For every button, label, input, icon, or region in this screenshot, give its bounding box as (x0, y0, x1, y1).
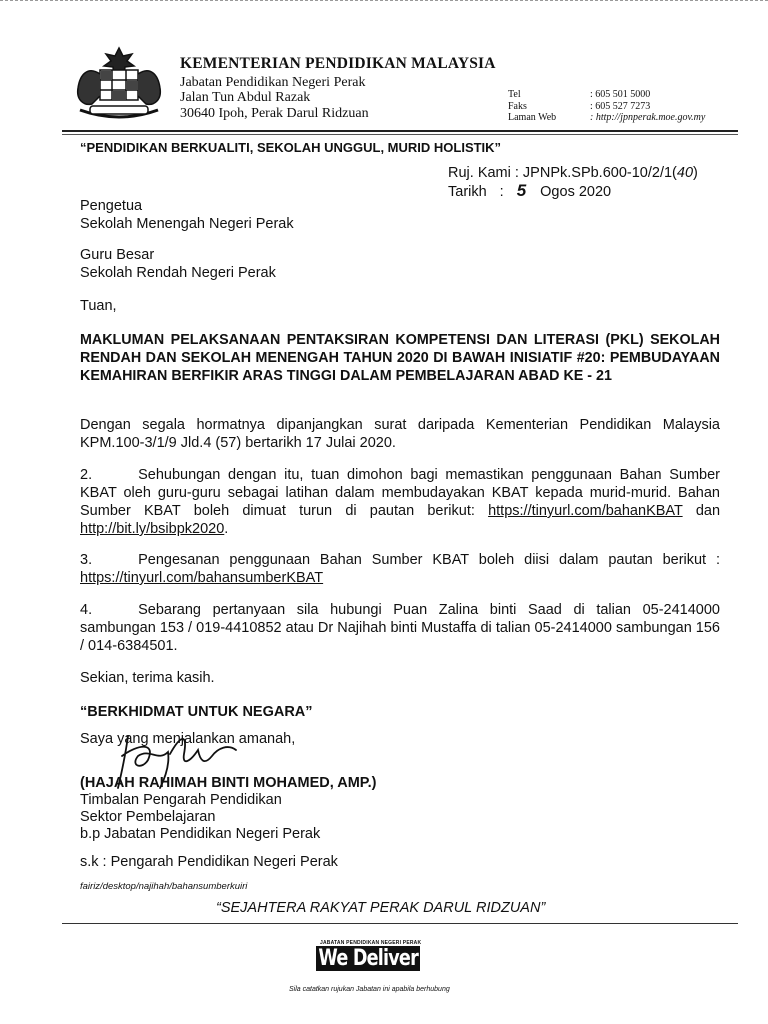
handwritten-ref-number: 40 (676, 165, 694, 181)
footer-note: Sila catatkan rujukan Jabatan ini apabila berhubung (289, 986, 450, 993)
malaysia-crest-logo (70, 44, 168, 124)
contact-fax: Faks : 605 527 7273 (508, 100, 651, 112)
paragraph-3: 3. Pengesanan penggunaan Bahan Sumber KBAT boleh diisi dalam pautan berikut : https://tinyurl.com/bahansumberKBAT (80, 552, 720, 586)
header-rule (62, 130, 738, 132)
dept-name: Jabatan Pendidikan Negeri Perak (180, 75, 366, 90)
contact-web[interactable]: Laman Web : http://jpnperak.moe.gov.my (508, 112, 706, 123)
closing-thanks: Sekian, terima kasih. (80, 670, 215, 686)
state-motto: “SEJAHTERA RAKYAT PERAK DARUL RIDZUAN” (216, 900, 546, 916)
contact-tel: Tel : 605 501 5000 (508, 89, 651, 100)
we-deliver-logo: We Deliver (316, 946, 456, 976)
signer-role-3: b.p Jabatan Pendidikan Negeri Perak (80, 826, 321, 842)
closing-trust: Saya yang menjalankan amanah, (80, 731, 296, 747)
handwritten-day: 5 (516, 181, 527, 200)
paragraph-1: Dengan segala hormatnya dipanjangkan surat daripada Kementerian Pendidikan Malaysia KPM.100-3/1/9 Jld.4 (57) bertarikh 17 Julai 2020. (80, 417, 720, 451)
ministry-motto: “PENDIDIKAN BERKUALITI, SEKOLAH UNGGUL, MURID HOLISTIK” (80, 140, 502, 155)
letter-date: Tarikh : 5 Ogos 2020 (448, 181, 612, 200)
contact-block (508, 89, 705, 124)
copy-to: s.k : Pengarah Pendidikan Negeri Perak (80, 854, 338, 870)
link-bsibpk2020[interactable]: http://bit.ly/bsibpk2020 (80, 521, 225, 537)
letter-subject: MAKLUMAN PELAKSANAAN PENTAKSIRAN KOMPETENSI DAN LITERASI (PKL) SEKOLAH RENDAH DAN SEKOLAH MENENGAH TAHUN 2020 DI BAWAH INISIATIF #20: PEMBUDAYAAN KEMAHIRAN BERFIKIR ARAS TINGGI DALAM PEMBELAJARAN ABAD KE - 21 (80, 332, 720, 384)
closing-slogan: “BERKHIDMAT UNTUK NEGARA” (80, 704, 313, 720)
recipient-2-org: Sekolah Rendah Negeri Perak (80, 265, 276, 281)
paragraph-4: 4. Sebarang pertanyaan sila hubungi Puan Zalina binti Saad di talian 05-2414000 sambungan 153 / 019-4410852 atau Dr Najihah binti Mustaffa di talian 05-2414000 sambungan 156 / 014-6384501. (80, 602, 720, 654)
salutation: Tuan, (80, 298, 117, 314)
address-line-1: Jalan Tun Abdul Razak (180, 90, 311, 105)
logo-caption: JABATAN PENDIDIKAN NEGERI PERAK (320, 940, 422, 946)
recipient-2-title: Guru Besar (80, 247, 155, 263)
link-bahan-kbat[interactable]: https://tinyurl.com/bahanKBAT (488, 503, 683, 519)
paragraph-2: 2. Sehubungan dengan itu, tuan dimohon bagi memastikan penggunaan Bahan Sumber KBAT oleh guru-guru sebagai latihan dalam membudayakan KBAT kepada murid-murid. Bahan Sumber KBAT boleh dimuat turun di pautan berikut: https://tinyurl.com/bahanKBAT dan http://bit.ly/bsibpk2020. (80, 467, 721, 537)
address-line-2: 30640 Ipoh, Perak Darul Ridzuan (180, 106, 369, 121)
link-bahan-sumber-kbat[interactable]: https://tinyurl.com/bahansumberKBAT (80, 570, 324, 586)
recipient-1-title: Pengetua (80, 198, 143, 214)
header-rule-thin (62, 134, 738, 135)
scan-edge (0, 0, 768, 5)
recipient-1-org: Sekolah Menengah Negeri Perak (80, 216, 294, 232)
footer-rule (62, 923, 738, 924)
file-path: fairiz/desktop/najihah/bahansumberkuiri (80, 881, 248, 892)
org-name: KEMENTERIAN PENDIDIKAN MALAYSIA (180, 55, 496, 72)
reference-number: Ruj. Kami : JPNPk.SPb.600-10/2/1(40) (448, 165, 698, 181)
signer-role-1: Timbalan Pengarah Pendidikan (80, 792, 282, 808)
signer-name: (HAJAH RAHIMAH BINTI MOHAMED, AMP.) (80, 775, 377, 791)
signer-role-2: Sektor Pembelajaran (80, 809, 216, 825)
